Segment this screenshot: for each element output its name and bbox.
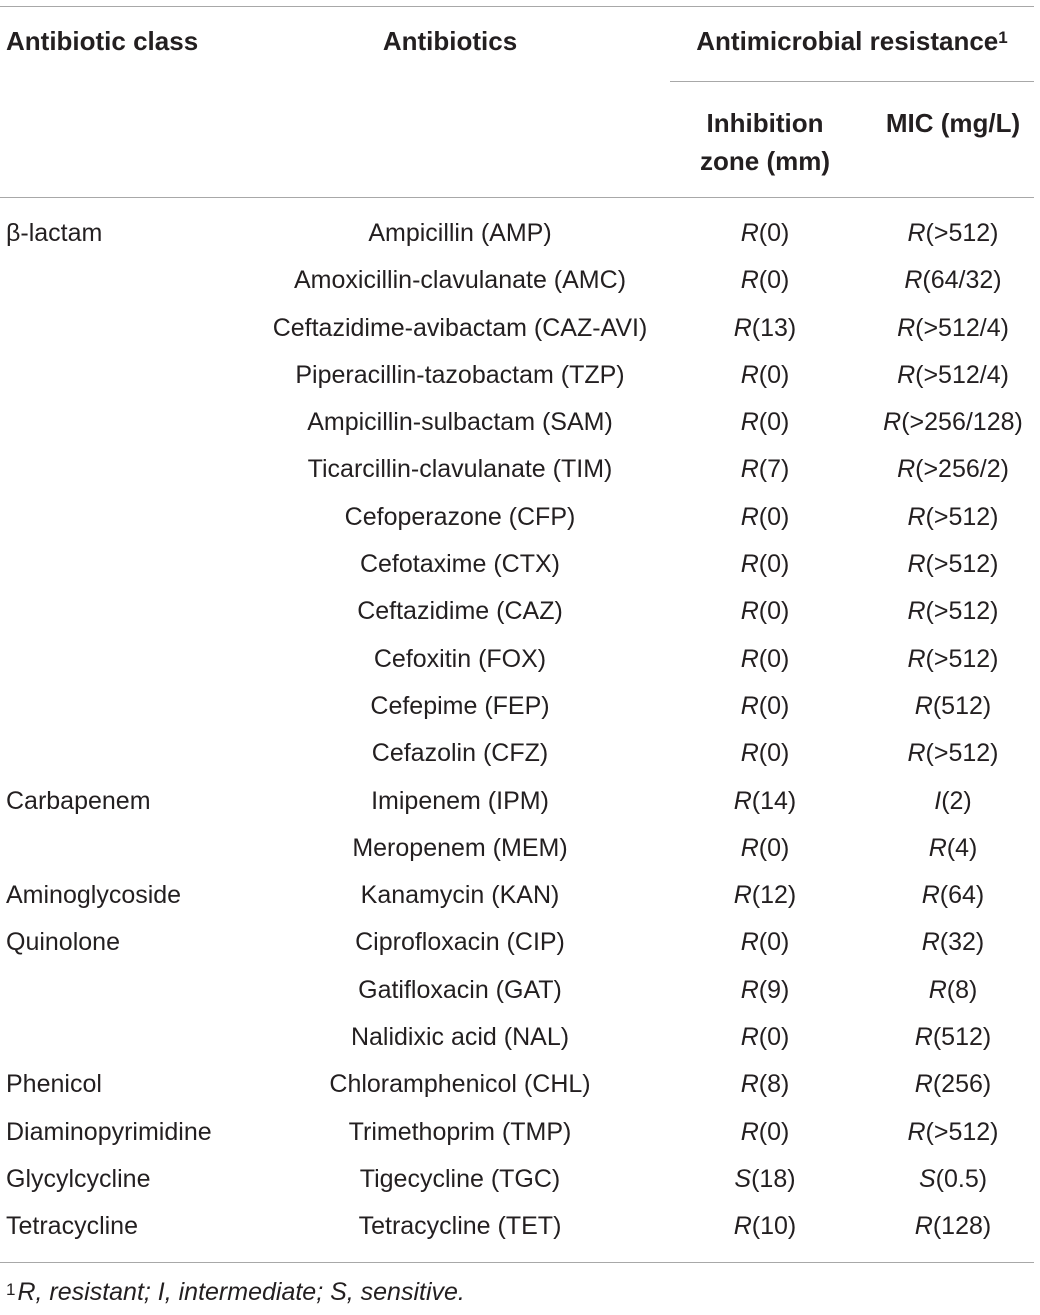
cell-mic [868, 636, 1038, 683]
cell-antibiotic: Piperacillin-tazobactam (TZP) [295, 360, 625, 389]
cell-mic [868, 730, 1038, 777]
cell-antibiotic: Ceftazidime-avibactam (CAZ-AVI) [272, 313, 648, 342]
cell-iz-letter: R [740, 502, 759, 531]
cell-antibiotic: Gatifloxacin (GAT) [358, 975, 562, 1004]
cell-mic [868, 446, 1038, 493]
cell-antibiotic: Nalidixic acid (NAL) [350, 1023, 570, 1052]
table-row [0, 446, 1040, 493]
cell-iz-letter: R [740, 644, 759, 673]
cell-mic-value: (512) [932, 691, 992, 720]
cell-mic-value: (>512) [925, 502, 999, 531]
cell-iz-value: (10) [751, 1212, 797, 1241]
top-rule [0, 6, 1034, 7]
header-amr-footnote-mark: 1 [998, 28, 1008, 47]
cell-mic-value: (128) [932, 1212, 992, 1241]
cell-antibiotic: Tigecycline (TGC) [359, 1164, 561, 1193]
cell-iz-value: (0) [758, 408, 790, 437]
cell-iz-letter: R [740, 550, 759, 579]
cell-mic [868, 541, 1038, 588]
cell-mic [868, 210, 1038, 257]
table-row [0, 305, 1040, 352]
cell-iz-value: (0) [758, 644, 790, 673]
cell-iz-letter: R [740, 455, 759, 484]
header-amr-label: Antimicrobial resistance [696, 26, 999, 56]
cell-iz-value: (0) [758, 266, 790, 295]
table-row [0, 588, 1040, 635]
table-row [0, 399, 1040, 446]
cell-mic [868, 1061, 1038, 1108]
cell-iz-value: (18) [751, 1164, 796, 1193]
cell-iz-value: (0) [758, 928, 790, 957]
cell-inhibition-zone [680, 399, 850, 446]
cell-iz-value: (0) [758, 550, 790, 579]
cell-inhibition-zone [680, 636, 850, 683]
cell-mic-letter: R [914, 691, 933, 720]
cell-antibiotic: Trimethoprim (TMP) [348, 1117, 572, 1146]
table-row [0, 1109, 1040, 1156]
cell-inhibition-zone [680, 494, 850, 541]
footnote [6, 1274, 465, 1310]
cell-mic [868, 1014, 1038, 1061]
cell-iz-value: (0) [758, 739, 790, 768]
cell-antibiotic-class: Glycylcycline [6, 1164, 151, 1193]
cell-iz-letter: R [733, 1212, 752, 1241]
cell-inhibition-zone [680, 541, 850, 588]
header-antibiotic-class: Antibiotic class [6, 26, 199, 56]
cell-antibiotic: Kanamycin (KAN) [360, 881, 560, 910]
cell-antibiotic: Cefoperazone (CFP) [344, 502, 576, 531]
cell-mic-value: (64/32) [922, 266, 1002, 295]
cell-iz-value: (8) [758, 1070, 790, 1099]
table-row [0, 825, 1040, 872]
cell-antibiotic-class: Diaminopyrimidine [6, 1117, 212, 1146]
table-row [0, 210, 1040, 257]
table-row [0, 872, 1040, 919]
header-antibiotics: Antibiotics [382, 26, 518, 56]
header-bottom-rule [0, 197, 1034, 198]
cell-inhibition-zone [680, 352, 850, 399]
cell-inhibition-zone [680, 305, 850, 352]
cell-iz-letter: R [740, 360, 759, 389]
cell-antibiotic: Cefotaxime (CTX) [359, 550, 561, 579]
cell-mic [868, 1203, 1038, 1250]
cell-antibiotic: Ceftazidime (CAZ) [357, 597, 563, 626]
cell-iz-letter: R [740, 1117, 759, 1146]
header-iz-line2: zone (mm) [700, 146, 830, 176]
cell-antibiotic: Ticarcillin-clavulanate (TIM) [307, 455, 613, 484]
cell-antibiotic: Ampicillin-sulbactam (SAM) [307, 408, 613, 437]
cell-mic-letter: R [921, 881, 940, 910]
cell-mic-value: (512) [932, 1023, 992, 1052]
cell-antibiotic-class: Tetracycline [6, 1212, 138, 1241]
footnote-text: R, resistant; I, intermediate; S, sensitive. [17, 1278, 465, 1306]
cell-inhibition-zone [680, 872, 850, 919]
cell-iz-value: (0) [758, 597, 790, 626]
cell-mic-value: (>512/4) [915, 360, 1009, 389]
table-row [0, 919, 1040, 966]
cell-iz-letter: R [740, 739, 759, 768]
cell-antibiotic: Ciprofloxacin (CIP) [355, 928, 565, 957]
cell-iz-value: (0) [758, 219, 790, 247]
cell-inhibition-zone [680, 1109, 850, 1156]
cell-iz-letter: R [733, 313, 752, 342]
cell-inhibition-zone [680, 683, 850, 730]
cell-mic-letter: R [907, 739, 926, 768]
cell-mic [868, 778, 1038, 825]
cell-mic [868, 1109, 1038, 1156]
cell-mic-value: (64) [939, 881, 985, 910]
cell-inhibition-zone [680, 210, 850, 257]
cell-mic-letter: R [907, 219, 926, 247]
cell-mic-value: (8) [946, 975, 978, 1004]
cell-mic [868, 494, 1038, 541]
cell-inhibition-zone [680, 446, 850, 493]
cell-iz-letter: R [740, 975, 759, 1004]
cell-iz-letter: R [740, 928, 759, 957]
footnote-mark: 1 [6, 1280, 16, 1299]
cell-iz-letter: R [740, 1023, 759, 1052]
cell-antibiotic-class: Phenicol [6, 1070, 102, 1099]
cell-mic-letter: R [928, 975, 947, 1004]
cell-antibiotic-class: β-lactam [6, 219, 103, 247]
cell-mic-value: (>512) [925, 739, 999, 768]
cell-mic-letter: R [914, 1023, 933, 1052]
cell-inhibition-zone [680, 257, 850, 304]
cell-iz-value: (14) [751, 786, 797, 815]
cell-mic-value: (>512) [925, 550, 999, 579]
cell-inhibition-zone [680, 778, 850, 825]
bottom-rule [0, 1262, 1034, 1263]
cell-inhibition-zone [680, 825, 850, 872]
table-row [0, 494, 1040, 541]
cell-iz-letter: R [733, 881, 752, 910]
cell-mic-letter: R [904, 266, 923, 295]
table-row [0, 730, 1040, 777]
cell-mic-letter: I [934, 786, 942, 815]
cell-mic-value: (0.5) [935, 1164, 988, 1193]
table-row [0, 1061, 1040, 1108]
cell-mic-letter: R [914, 1070, 933, 1099]
table-body [0, 210, 1040, 1251]
cell-mic-value: (>512) [925, 219, 999, 247]
table-row [0, 1156, 1040, 1203]
cell-antibiotic: Meropenem (MEM) [352, 833, 568, 862]
cell-inhibition-zone [680, 588, 850, 635]
cell-mic [868, 399, 1038, 446]
cell-mic-letter: R [897, 360, 916, 389]
cell-iz-value: (0) [758, 691, 790, 720]
cell-iz-value: (7) [758, 455, 790, 484]
cell-antibiotic: Amoxicillin-clavulanate (AMC) [293, 266, 627, 295]
cell-mic-value: (>512) [925, 644, 999, 673]
cell-antibiotic-class: Quinolone [6, 928, 120, 957]
cell-mic-value: (>512) [925, 597, 999, 626]
cell-iz-letter: S [734, 1164, 752, 1193]
cell-iz-letter: R [740, 1070, 759, 1099]
cell-inhibition-zone [680, 730, 850, 777]
table-row [0, 1203, 1040, 1250]
header-iz-line1: Inhibition [706, 108, 824, 138]
cell-iz-letter: R [740, 408, 759, 437]
cell-iz-value: (0) [758, 1023, 790, 1052]
cell-mic-letter: R [883, 408, 902, 437]
cell-mic [868, 967, 1038, 1014]
cell-iz-value: (9) [758, 975, 790, 1004]
table-row [0, 352, 1040, 399]
cell-mic [868, 919, 1038, 966]
cell-iz-value: (0) [758, 502, 790, 531]
cell-mic-letter: R [907, 644, 926, 673]
cell-mic-letter: R [897, 313, 916, 342]
cell-mic-letter: S [918, 1164, 936, 1193]
cell-iz-letter: R [740, 833, 759, 862]
table-row [0, 1014, 1040, 1061]
cell-mic-letter: R [907, 597, 926, 626]
cell-mic [868, 1156, 1038, 1203]
cell-iz-value: (0) [758, 1117, 790, 1146]
cell-inhibition-zone [680, 1156, 850, 1203]
cell-mic-letter: R [897, 455, 916, 484]
cell-mic [868, 825, 1038, 872]
cell-mic [868, 588, 1038, 635]
cell-antibiotic: Cefepime (FEP) [370, 691, 550, 720]
cell-mic-letter: R [907, 502, 926, 531]
cell-iz-letter: R [740, 597, 759, 626]
header-antimicrobial-resistance [670, 22, 1034, 60]
cell-mic-value: (32) [939, 928, 985, 957]
subheader-rule [670, 81, 1034, 82]
cell-antibiotic: Tetracycline (TET) [358, 1212, 562, 1241]
cell-antibiotic-class: Carbapenem [6, 786, 151, 815]
table-row [0, 683, 1040, 730]
cell-mic-letter: R [928, 833, 947, 862]
cell-antibiotic: Chloramphenicol (CHL) [329, 1070, 591, 1099]
cell-mic-value: (2) [941, 786, 972, 815]
cell-iz-value: (0) [758, 833, 790, 862]
table-row [0, 636, 1040, 683]
cell-mic [868, 683, 1038, 730]
cell-mic-value: (>512) [925, 1117, 999, 1146]
cell-mic [868, 872, 1038, 919]
cell-mic-letter: R [914, 1212, 933, 1241]
cell-mic-value: (>256/128) [901, 408, 1023, 437]
cell-antibiotic: Cefazolin (CFZ) [371, 739, 549, 768]
cell-iz-letter: R [740, 219, 759, 247]
table-row [0, 967, 1040, 1014]
cell-mic-value: (>256/2) [915, 455, 1009, 484]
cell-mic-letter: R [907, 550, 926, 579]
cell-mic-value: (>512/4) [915, 313, 1009, 342]
table-row [0, 541, 1040, 588]
cell-iz-letter: R [733, 786, 752, 815]
cell-mic [868, 352, 1038, 399]
header-mic: MIC (mg/L) [885, 108, 1021, 138]
cell-inhibition-zone [680, 1014, 850, 1061]
cell-antibiotic: Ampicillin (AMP) [368, 219, 552, 247]
cell-antibiotic-class: Aminoglycoside [6, 881, 182, 910]
cell-inhibition-zone [680, 1203, 850, 1250]
table-row [0, 778, 1040, 825]
cell-antibiotic: Cefoxitin (FOX) [373, 644, 547, 673]
cell-mic [868, 257, 1038, 304]
cell-mic-value: (4) [946, 833, 978, 862]
cell-mic-value: (256) [932, 1070, 992, 1099]
cell-iz-letter: R [740, 691, 759, 720]
cell-mic [868, 305, 1038, 352]
cell-inhibition-zone [680, 919, 850, 966]
cell-antibiotic: Imipenem (IPM) [371, 786, 549, 815]
header-inhibition-zone [680, 104, 850, 180]
cell-iz-value: (12) [751, 881, 797, 910]
cell-mic-letter: R [907, 1117, 926, 1146]
cell-inhibition-zone [680, 1061, 850, 1108]
cell-iz-value: (13) [751, 313, 797, 342]
cell-inhibition-zone [680, 967, 850, 1014]
cell-iz-letter: R [740, 266, 759, 295]
table-row [0, 257, 1040, 304]
cell-mic-letter: R [921, 928, 940, 957]
cell-iz-value: (0) [758, 360, 790, 389]
